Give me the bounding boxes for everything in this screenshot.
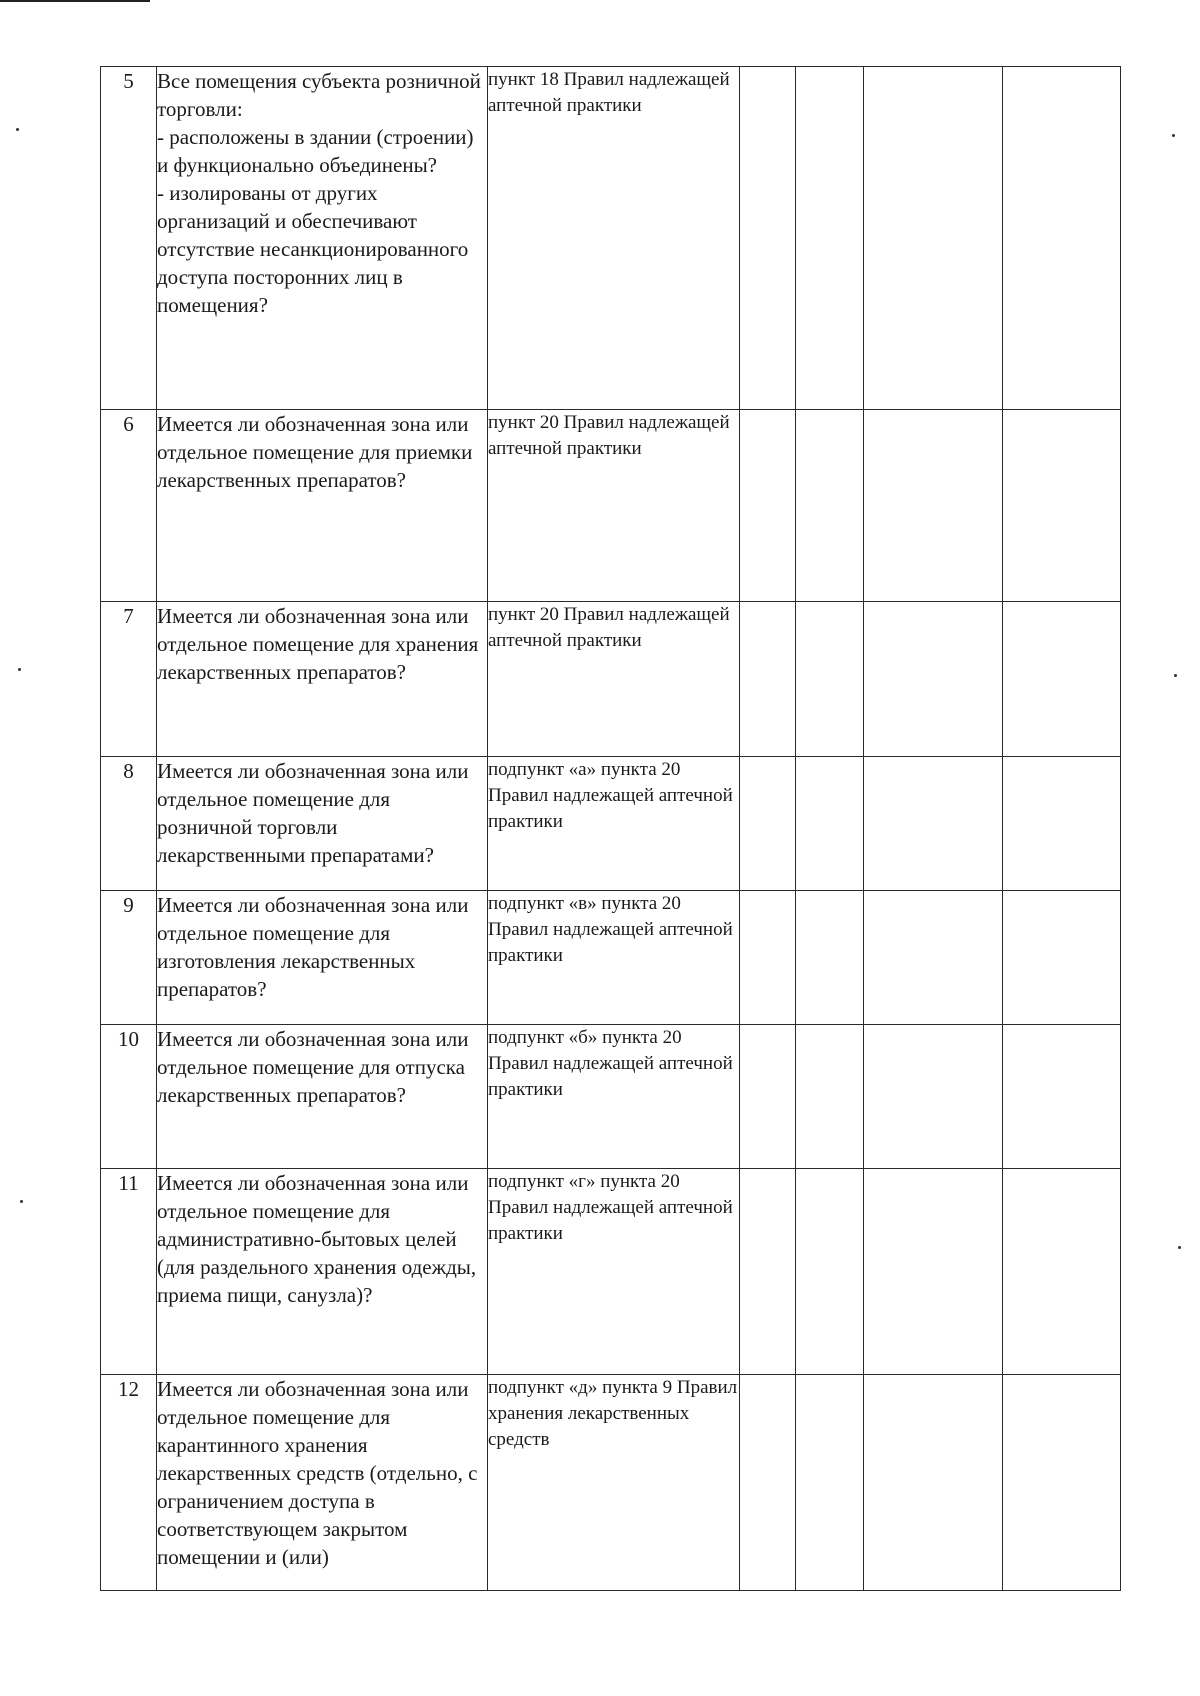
question-text: Имеется ли обозначенная зона или отдельное помещение для административно-бытовых целей (для раздельного хранения одежды, приема пищи, санузла)? <box>157 1169 488 1375</box>
answer-cell <box>796 67 864 410</box>
table-row <box>101 602 1121 757</box>
legal-reference: подпункт «д» пункта 9 Правил хранения лекарственных средств <box>488 1375 740 1591</box>
table-row <box>101 891 1121 1025</box>
row-number: 11 <box>101 1169 157 1375</box>
legal-reference: подпункт «в» пункта 20 Правил надлежащей аптечной практики <box>488 891 740 1025</box>
answer-cell <box>1003 1025 1121 1169</box>
answer-cell <box>1003 67 1121 410</box>
question-text: Имеется ли обозначенная зона или отдельное помещение для хранения лекарственных препаратов? <box>157 602 488 757</box>
legal-reference: подпункт «б» пункта 20 Правил надлежащей аптечной практики <box>488 1025 740 1169</box>
answer-cell <box>864 410 1003 602</box>
answer-cell <box>796 602 864 757</box>
answer-cell <box>740 1169 796 1375</box>
answer-cell <box>796 410 864 602</box>
page-top-edge-mark <box>0 0 150 2</box>
row-number: 7 <box>101 602 157 757</box>
row-number: 12 <box>101 1375 157 1591</box>
table-row <box>101 757 1121 891</box>
scan-speck <box>18 668 21 671</box>
answer-cell <box>864 1169 1003 1375</box>
row-number: 10 <box>101 1025 157 1169</box>
table-row <box>101 1025 1121 1169</box>
legal-reference: подпункт «а» пункта 20 Правил надлежащей аптечной практики <box>488 757 740 891</box>
answer-cell <box>740 67 796 410</box>
question-text: Имеется ли обозначенная зона или отдельное помещение для изготовления лекарственных препаратов? <box>157 891 488 1025</box>
answer-cell <box>740 602 796 757</box>
answer-cell <box>1003 1375 1121 1591</box>
table-row <box>101 67 1121 410</box>
answer-cell <box>1003 757 1121 891</box>
answer-cell <box>740 1025 796 1169</box>
answer-cell <box>864 1025 1003 1169</box>
answer-cell <box>740 1375 796 1591</box>
table-row <box>101 1169 1121 1375</box>
row-number: 6 <box>101 410 157 602</box>
question-text: Имеется ли обозначенная зона или отдельное помещение для отпуска лекарственных препаратов? <box>157 1025 488 1169</box>
question-text: Все помещения субъекта розничной торговли: - расположены в здании (строении) и функционально объединены? - изолированы от других организаций и обеспечивают отсутствие несанкционированного доступа посторонних лиц в помещения? <box>157 67 488 410</box>
answer-cell <box>1003 410 1121 602</box>
answer-cell <box>1003 602 1121 757</box>
row-number: 8 <box>101 757 157 891</box>
scan-speck <box>20 1200 23 1203</box>
checklist-table <box>100 66 1121 1591</box>
answer-cell <box>796 1169 864 1375</box>
answer-cell <box>796 1375 864 1591</box>
question-text: Имеется ли обозначенная зона или отдельное помещение для карантинного хранения лекарственных средств (отдельно, с ограничением доступа в соответствующем закрытом помещении и (или) <box>157 1375 488 1591</box>
answer-cell <box>796 891 864 1025</box>
table-row <box>101 410 1121 602</box>
answer-cell <box>740 891 796 1025</box>
answer-cell <box>864 67 1003 410</box>
legal-reference: пункт 18 Правил надлежащей аптечной практики <box>488 67 740 410</box>
answer-cell <box>740 410 796 602</box>
answer-cell <box>864 1375 1003 1591</box>
answer-cell <box>740 757 796 891</box>
scan-speck <box>1174 674 1177 677</box>
scan-speck <box>1172 134 1175 137</box>
scan-speck <box>16 128 19 131</box>
answer-cell <box>1003 891 1121 1025</box>
legal-reference: пункт 20 Правил надлежащей аптечной практики <box>488 410 740 602</box>
scan-speck <box>1178 1246 1181 1249</box>
question-text: Имеется ли обозначенная зона или отдельное помещение для приемки лекарственных препаратов? <box>157 410 488 602</box>
table-row <box>101 1375 1121 1591</box>
row-number: 9 <box>101 891 157 1025</box>
answer-cell <box>864 891 1003 1025</box>
legal-reference: подпункт «г» пункта 20 Правил надлежащей аптечной практики <box>488 1169 740 1375</box>
answer-cell <box>864 602 1003 757</box>
answer-cell <box>1003 1169 1121 1375</box>
answer-cell <box>796 757 864 891</box>
legal-reference: пункт 20 Правил надлежащей аптечной практики <box>488 602 740 757</box>
row-number: 5 <box>101 67 157 410</box>
question-text: Имеется ли обозначенная зона или отдельное помещение для розничной торговли лекарственными препаратами? <box>157 757 488 891</box>
answer-cell <box>864 757 1003 891</box>
answer-cell <box>796 1025 864 1169</box>
